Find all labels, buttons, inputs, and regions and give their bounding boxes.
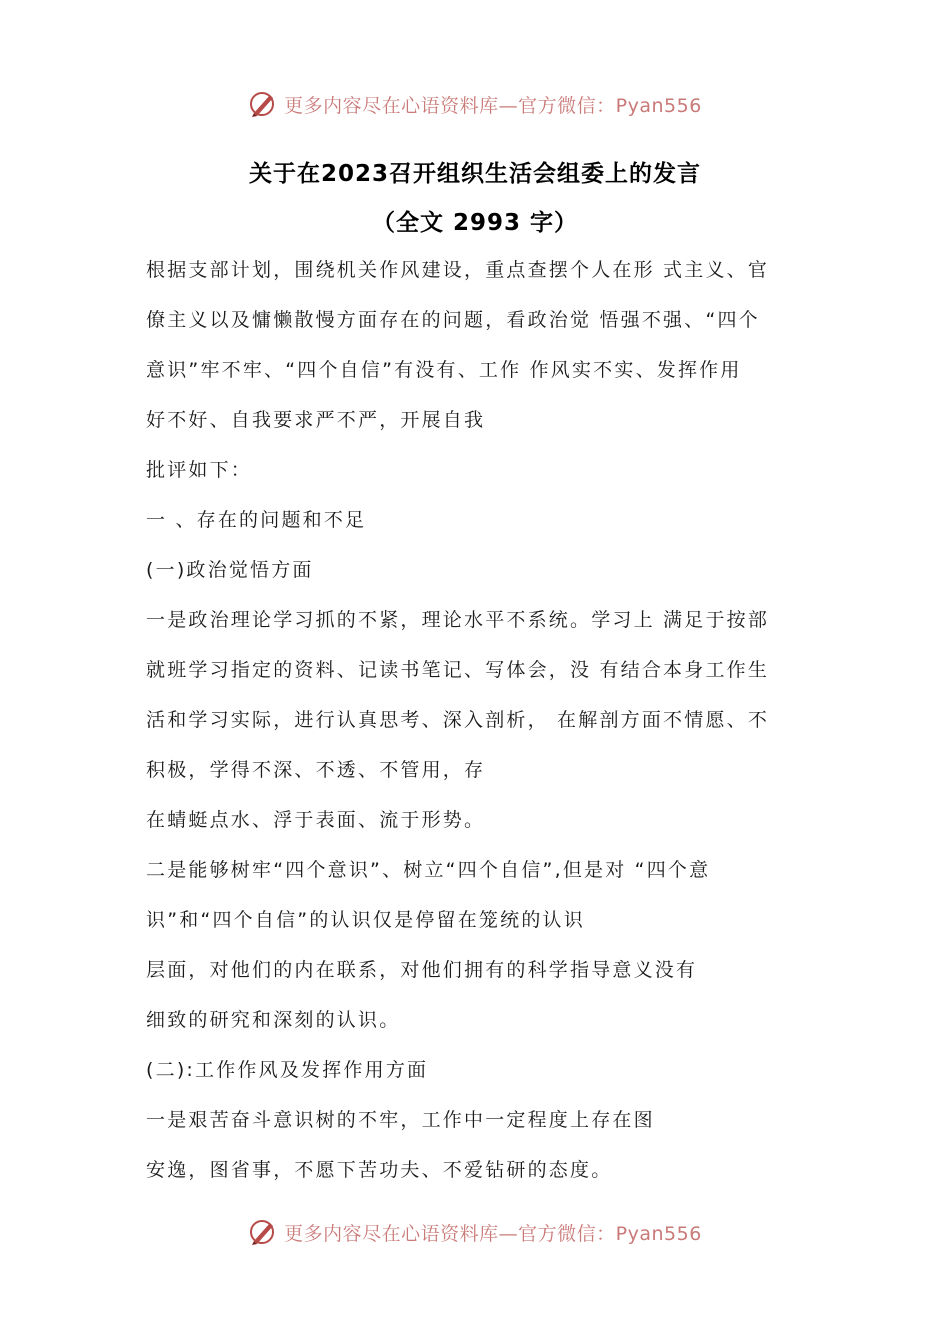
paragraph-line: 活和学习实际，进行认真思考、深入剖析， 在解剖方面不情愿、不 (146, 709, 770, 731)
watermark-text: 更多内容尽在心语资料库—官方微信：Pyan556 (284, 94, 702, 117)
subsection-heading: (二):工作作风及发挥作用方面 (146, 1059, 429, 1081)
pen-logo-icon (248, 1217, 278, 1247)
paragraph-line: 识”和“四个自信”的认识仅是停留在笼统的认识 (146, 909, 585, 931)
paragraph-line: 二是能够树牢“四个意识”、树立“四个自信”,但是对 “四个意 (146, 859, 711, 881)
paragraph-line: 根据支部计划，围绕机关作风建设，重点查摆个人在形 式主义、官 (146, 259, 770, 281)
document-subtitle: （全文 2993 字） (371, 210, 579, 236)
paragraph-line: 一是艰苦奋斗意识树的不牢，工作中一定程度上存在图 (146, 1109, 655, 1131)
paragraph-line: 积极，学得不深、不透、不管用，存 (146, 759, 486, 781)
watermark-header (0, 84, 950, 124)
paragraph-line: 层面，对他们的内在联系，对他们拥有的科学指导意义没有 (146, 959, 698, 981)
paragraph-line: 在蜻蜓点水、浮于表面、流于形势。 (146, 809, 486, 831)
watermark-text: 更多内容尽在心语资料库—官方微信：Pyan556 (284, 1222, 702, 1245)
section-heading: 一 、存在的问题和不足 (146, 509, 367, 531)
pen-logo-icon (248, 89, 278, 119)
paragraph-line: 一是政治理论学习抓的不紧，理论水平不系统。学习上 满足于按部 (146, 609, 770, 631)
watermark-footer (0, 1212, 950, 1252)
paragraph-line: 意识”牢不牢、“四个自信”有没有、工作 作风实不实、发挥作用 (146, 359, 742, 381)
paragraph-line: 细致的研究和深刻的认识。 (146, 1009, 401, 1031)
paragraph-line: 安逸，图省事，不愿下苦功夫、不爱钻研的态度。 (146, 1159, 613, 1181)
paragraph-line: 就班学习指定的资料、记读书笔记、写体会，没 有结合本身工作生 (146, 659, 770, 681)
document-body (146, 253, 816, 1203)
paragraph-line: 好不好、自我要求严不严，开展自我 (146, 409, 486, 431)
subsection-heading: (一)政治觉悟方面 (146, 559, 314, 581)
paragraph-line: 僚主义以及慵懒散慢方面存在的问题，看政治觉 悟强不强、“四个 (146, 309, 760, 331)
document-title: 关于在2023召开组织生活会组委上的发言 (248, 161, 701, 187)
paragraph-line: 批评如下： (146, 459, 253, 481)
